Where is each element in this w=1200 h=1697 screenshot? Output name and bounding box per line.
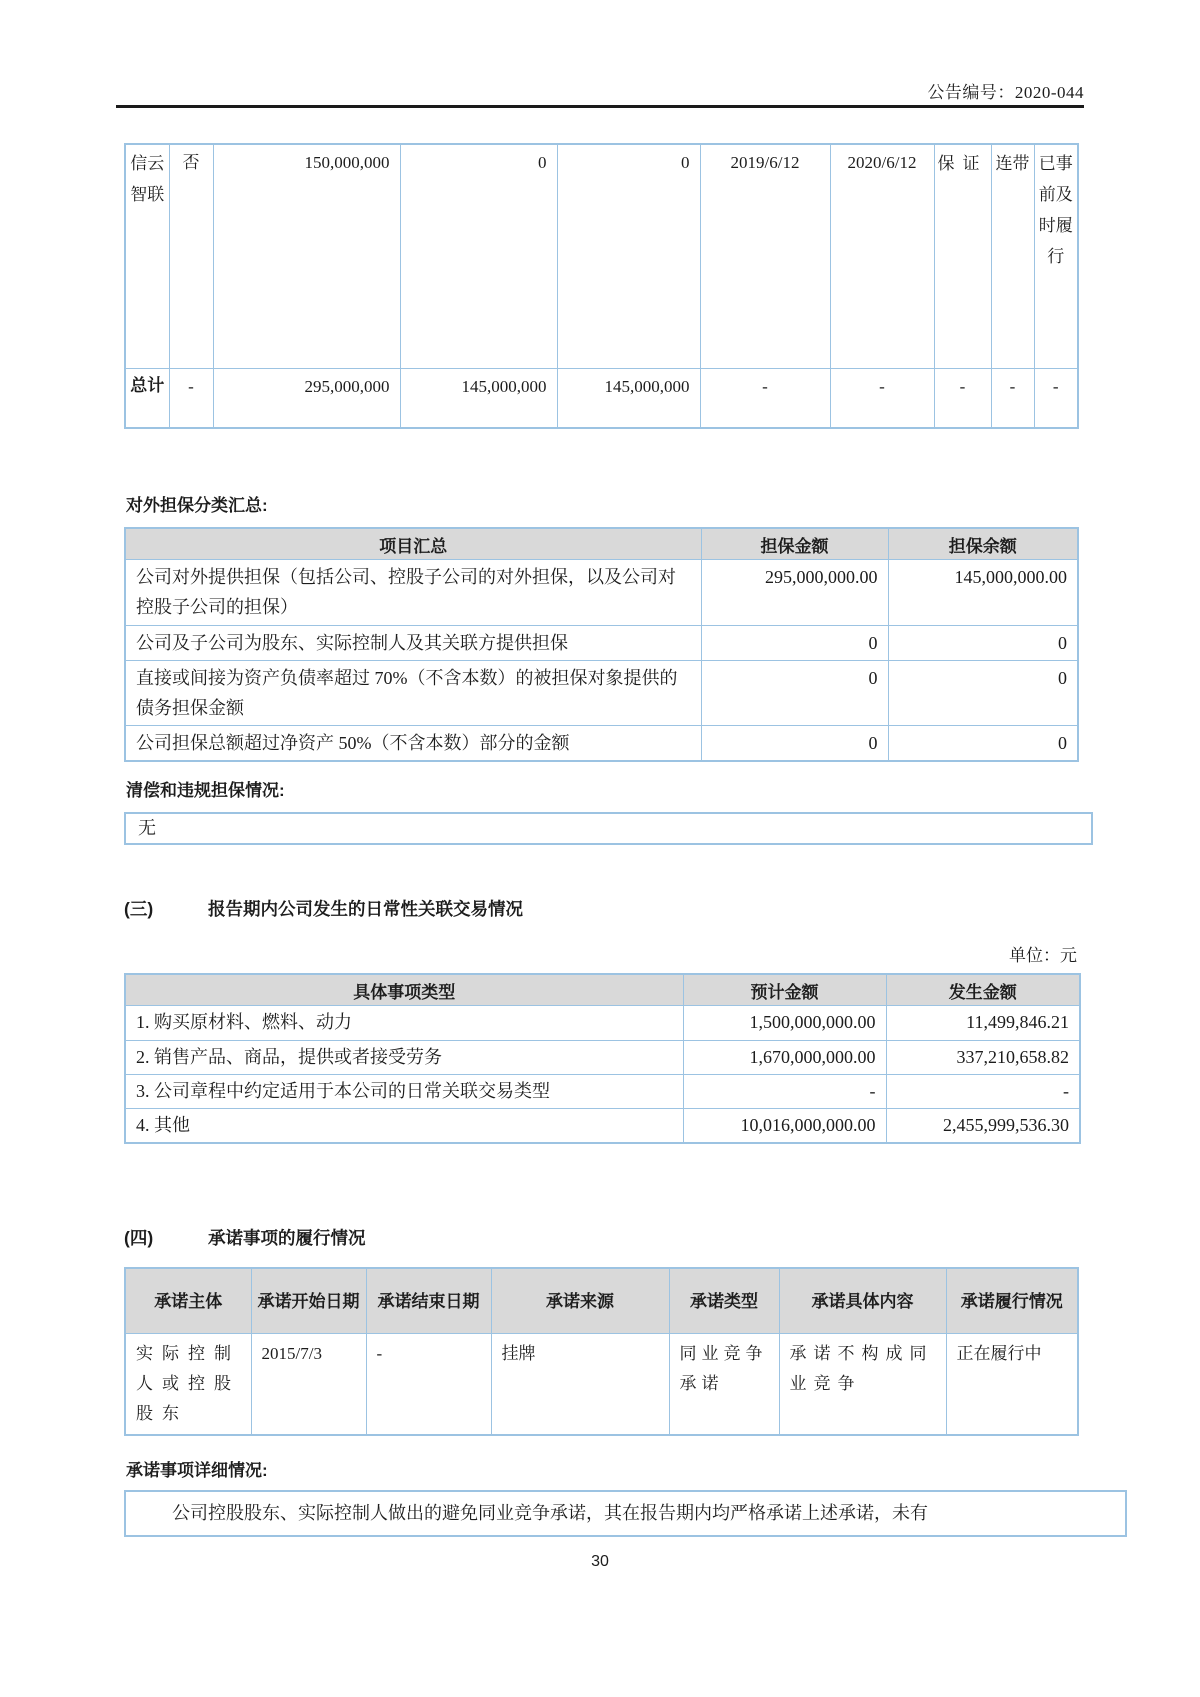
section-3-heading [124,896,523,922]
cell: 1. 购买原材料、燃料、动力 [125,1006,683,1041]
cell: 同业竞争承诺 [669,1334,779,1436]
cell: 3. 公司章程中约定适用于本公司的日常关联交易类型 [125,1075,683,1109]
guarantee-target: 信云智联 [125,144,169,368]
cell: 挂牌 [491,1334,669,1436]
cell: - [169,368,213,428]
related-transactions-table [124,973,1081,1144]
cell: 2,455,999,536.30 [886,1109,1080,1144]
cell: 0 [701,626,888,661]
cell: 2020/6/12 [830,144,934,368]
table-row-total [125,368,1078,428]
table-header-row [125,974,1080,1006]
cell: 11,499,846.21 [886,1006,1080,1041]
cell: 0 [888,626,1078,661]
cell: - [934,368,991,428]
cell: 0 [888,726,1078,762]
cell: 145,000,000 [400,368,557,428]
cell: 承诺不构成同业竞争 [779,1334,946,1436]
table-header-row [125,1268,1078,1334]
cell: 直接或间接为资产负债率超过 70%（不含本数）的被担保对象提供的债务担保金额 [125,661,701,726]
cell: 2. 销售产品、商品，提供或者接受劳务 [125,1041,683,1075]
table-row [125,1109,1080,1144]
col-header: 项目汇总 [125,528,701,560]
table-row [125,1334,1078,1436]
cell: 10,016,000,000.00 [683,1109,886,1144]
col-header: 承诺履行情况 [946,1268,1078,1334]
table-row [125,144,1078,368]
table-row [125,1041,1080,1075]
col-header: 承诺具体内容 [779,1268,946,1334]
col-header: 预计金额 [683,974,886,1006]
unit-label: 单位：元 [1009,946,1077,965]
cell: 已事前及时履行 [1034,144,1078,368]
cell: - [886,1075,1080,1109]
table-row [125,626,1078,661]
col-header: 承诺类型 [669,1268,779,1334]
cell: 1,670,000,000.00 [683,1041,886,1075]
cell: 连带 [991,144,1034,368]
table-row [125,1075,1080,1109]
section-number: (三) [124,899,154,919]
guarantee-summary-title: 对外担保分类汇总: [126,496,268,515]
cell: - [1034,368,1078,428]
col-header: 具体事项类型 [125,974,683,1006]
cell: 145,000,000 [557,368,700,428]
cell: 公司对外提供担保（包括公司、控股子公司的对外担保，以及公司对控股子公司的担保） [125,560,701,626]
cell: - [366,1334,491,1436]
section-4-heading [124,1225,366,1251]
cell: 4. 其他 [125,1109,683,1144]
table-row [125,726,1078,762]
section-title: 报告期内公司发生的日常性关联交易情况 [208,899,523,919]
repayment-title: 清偿和违规担保情况: [126,781,285,800]
cell: 337,210,658.82 [886,1041,1080,1075]
doc-number: 公告编号：2020-044 [927,83,1084,102]
cell: 150,000,000 [213,144,400,368]
col-header: 承诺结束日期 [366,1268,491,1334]
cell: 公司担保总额超过净资产 50%（不含本数）部分的金额 [125,726,701,762]
col-header: 承诺开始日期 [251,1268,366,1334]
guarantee-summary-table [124,527,1079,762]
col-header: 发生金额 [886,974,1080,1006]
cell: 0 [400,144,557,368]
cell: 公司及子公司为股东、实际控制人及其关联方提供担保 [125,626,701,661]
total-label: 总计 [125,368,169,428]
commitment-detail-box: 公司控股股东、实际控制人做出的避免同业竞争承诺，其在报告期内均严格承诺上述承诺，未有 [124,1490,1127,1537]
cell: 0 [557,144,700,368]
cell: 2019/6/12 [700,144,830,368]
cell: 295,000,000 [213,368,400,428]
col-header: 承诺来源 [491,1268,669,1334]
cell: 0 [701,661,888,726]
cell: 正在履行中 [946,1334,1078,1436]
cell: - [830,368,934,428]
cell: 0 [701,726,888,762]
cell: 145,000,000.00 [888,560,1078,626]
cell: 2015/7/3 [251,1334,366,1436]
repayment-content-box: 无 [124,812,1093,845]
cell: 1,500,000,000.00 [683,1006,886,1041]
table-row [125,661,1078,726]
cell: - [700,368,830,428]
table-row [125,1006,1080,1041]
cell: - [683,1075,886,1109]
commitments-table [124,1267,1079,1436]
cell: - [991,368,1034,428]
cell: 295,000,000.00 [701,560,888,626]
table-header-row [125,528,1078,560]
col-header: 担保余额 [888,528,1078,560]
page-number: 30 [591,1553,609,1570]
section-number: (四) [124,1228,154,1248]
guarantee-detail-table [124,143,1079,429]
section-title: 承诺事项的履行情况 [208,1228,366,1248]
header-rule [116,105,1084,108]
table-row [125,560,1078,626]
cell: 实际控制人或控股股东 [125,1334,251,1436]
cell: 0 [888,661,1078,726]
col-header: 承诺主体 [125,1268,251,1334]
commitment-detail-title: 承诺事项详细情况: [126,1461,268,1480]
cell: 否 [169,144,213,368]
col-header: 担保金额 [701,528,888,560]
cell: 保证 [934,144,991,368]
